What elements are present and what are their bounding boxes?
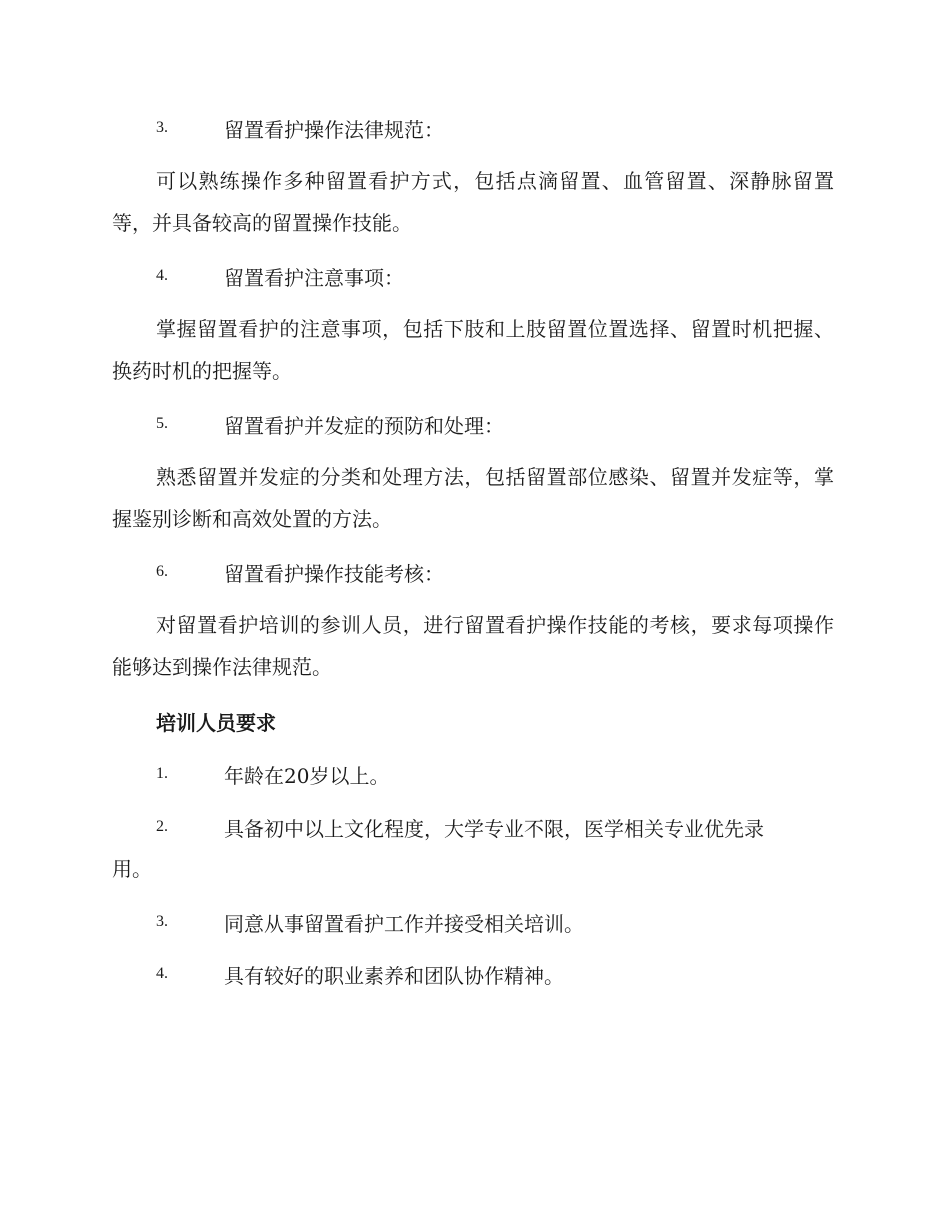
paragraph: 可以熟练操作多种留置看护方式，包括点滴留置、血管留置、深静脉留置等，并具备较高的留置操作技能。 (112, 169, 834, 235)
list-item (112, 806, 834, 890)
list-item-title: 留置看护注意事项： (224, 265, 404, 290)
list-number: 3. (156, 913, 168, 930)
list-number: 4. (156, 267, 168, 284)
list-number: 5. (156, 415, 168, 432)
list-item-title: 留置看护操作法律规范： (224, 117, 444, 142)
list-number: 1. (156, 765, 168, 782)
list-item (112, 108, 834, 148)
list-item-title: 留置看护操作技能考核： (224, 561, 444, 586)
list-item (112, 954, 834, 994)
list-item-text-continued: 用。 (112, 857, 152, 881)
list-item (112, 902, 834, 942)
list-number: 6. (156, 563, 168, 580)
list-number: 4. (156, 965, 168, 982)
list-item (112, 754, 834, 794)
list-item-text: 同意从事留置看护工作并接受相关培训。 (224, 911, 584, 936)
list-item-text: 年龄在20岁以上。 (224, 763, 390, 788)
section-heading: 培训人员要求 (156, 710, 276, 735)
paragraph: 对留置看护培训的参训人员，进行留置看护操作技能的考核，要求每项操作能够达到操作法律规范。 (112, 613, 834, 679)
list-number: 3. (156, 119, 168, 136)
list-number: 2. (156, 818, 168, 835)
paragraph: 掌握留置看护的注意事项，包括下肢和上肢留置位置选择、留置时机把握、换药时机的把握等。 (112, 317, 834, 383)
paragraph: 熟悉留置并发症的分类和处理方法，包括留置部位感染、留置并发症等，掌握鉴别诊断和高效处置的方法。 (112, 465, 834, 531)
list-item (112, 256, 834, 296)
list-item (112, 404, 834, 444)
list-item-title: 留置看护并发症的预防和处理： (224, 413, 504, 438)
list-item-text: 具备初中以上文化程度，大学专业不限，医学相关专业优先录 (224, 816, 764, 841)
list-item (112, 552, 834, 592)
document-content (112, 108, 834, 1006)
list-item-text: 具有较好的职业素养和团队协作精神。 (224, 963, 564, 988)
